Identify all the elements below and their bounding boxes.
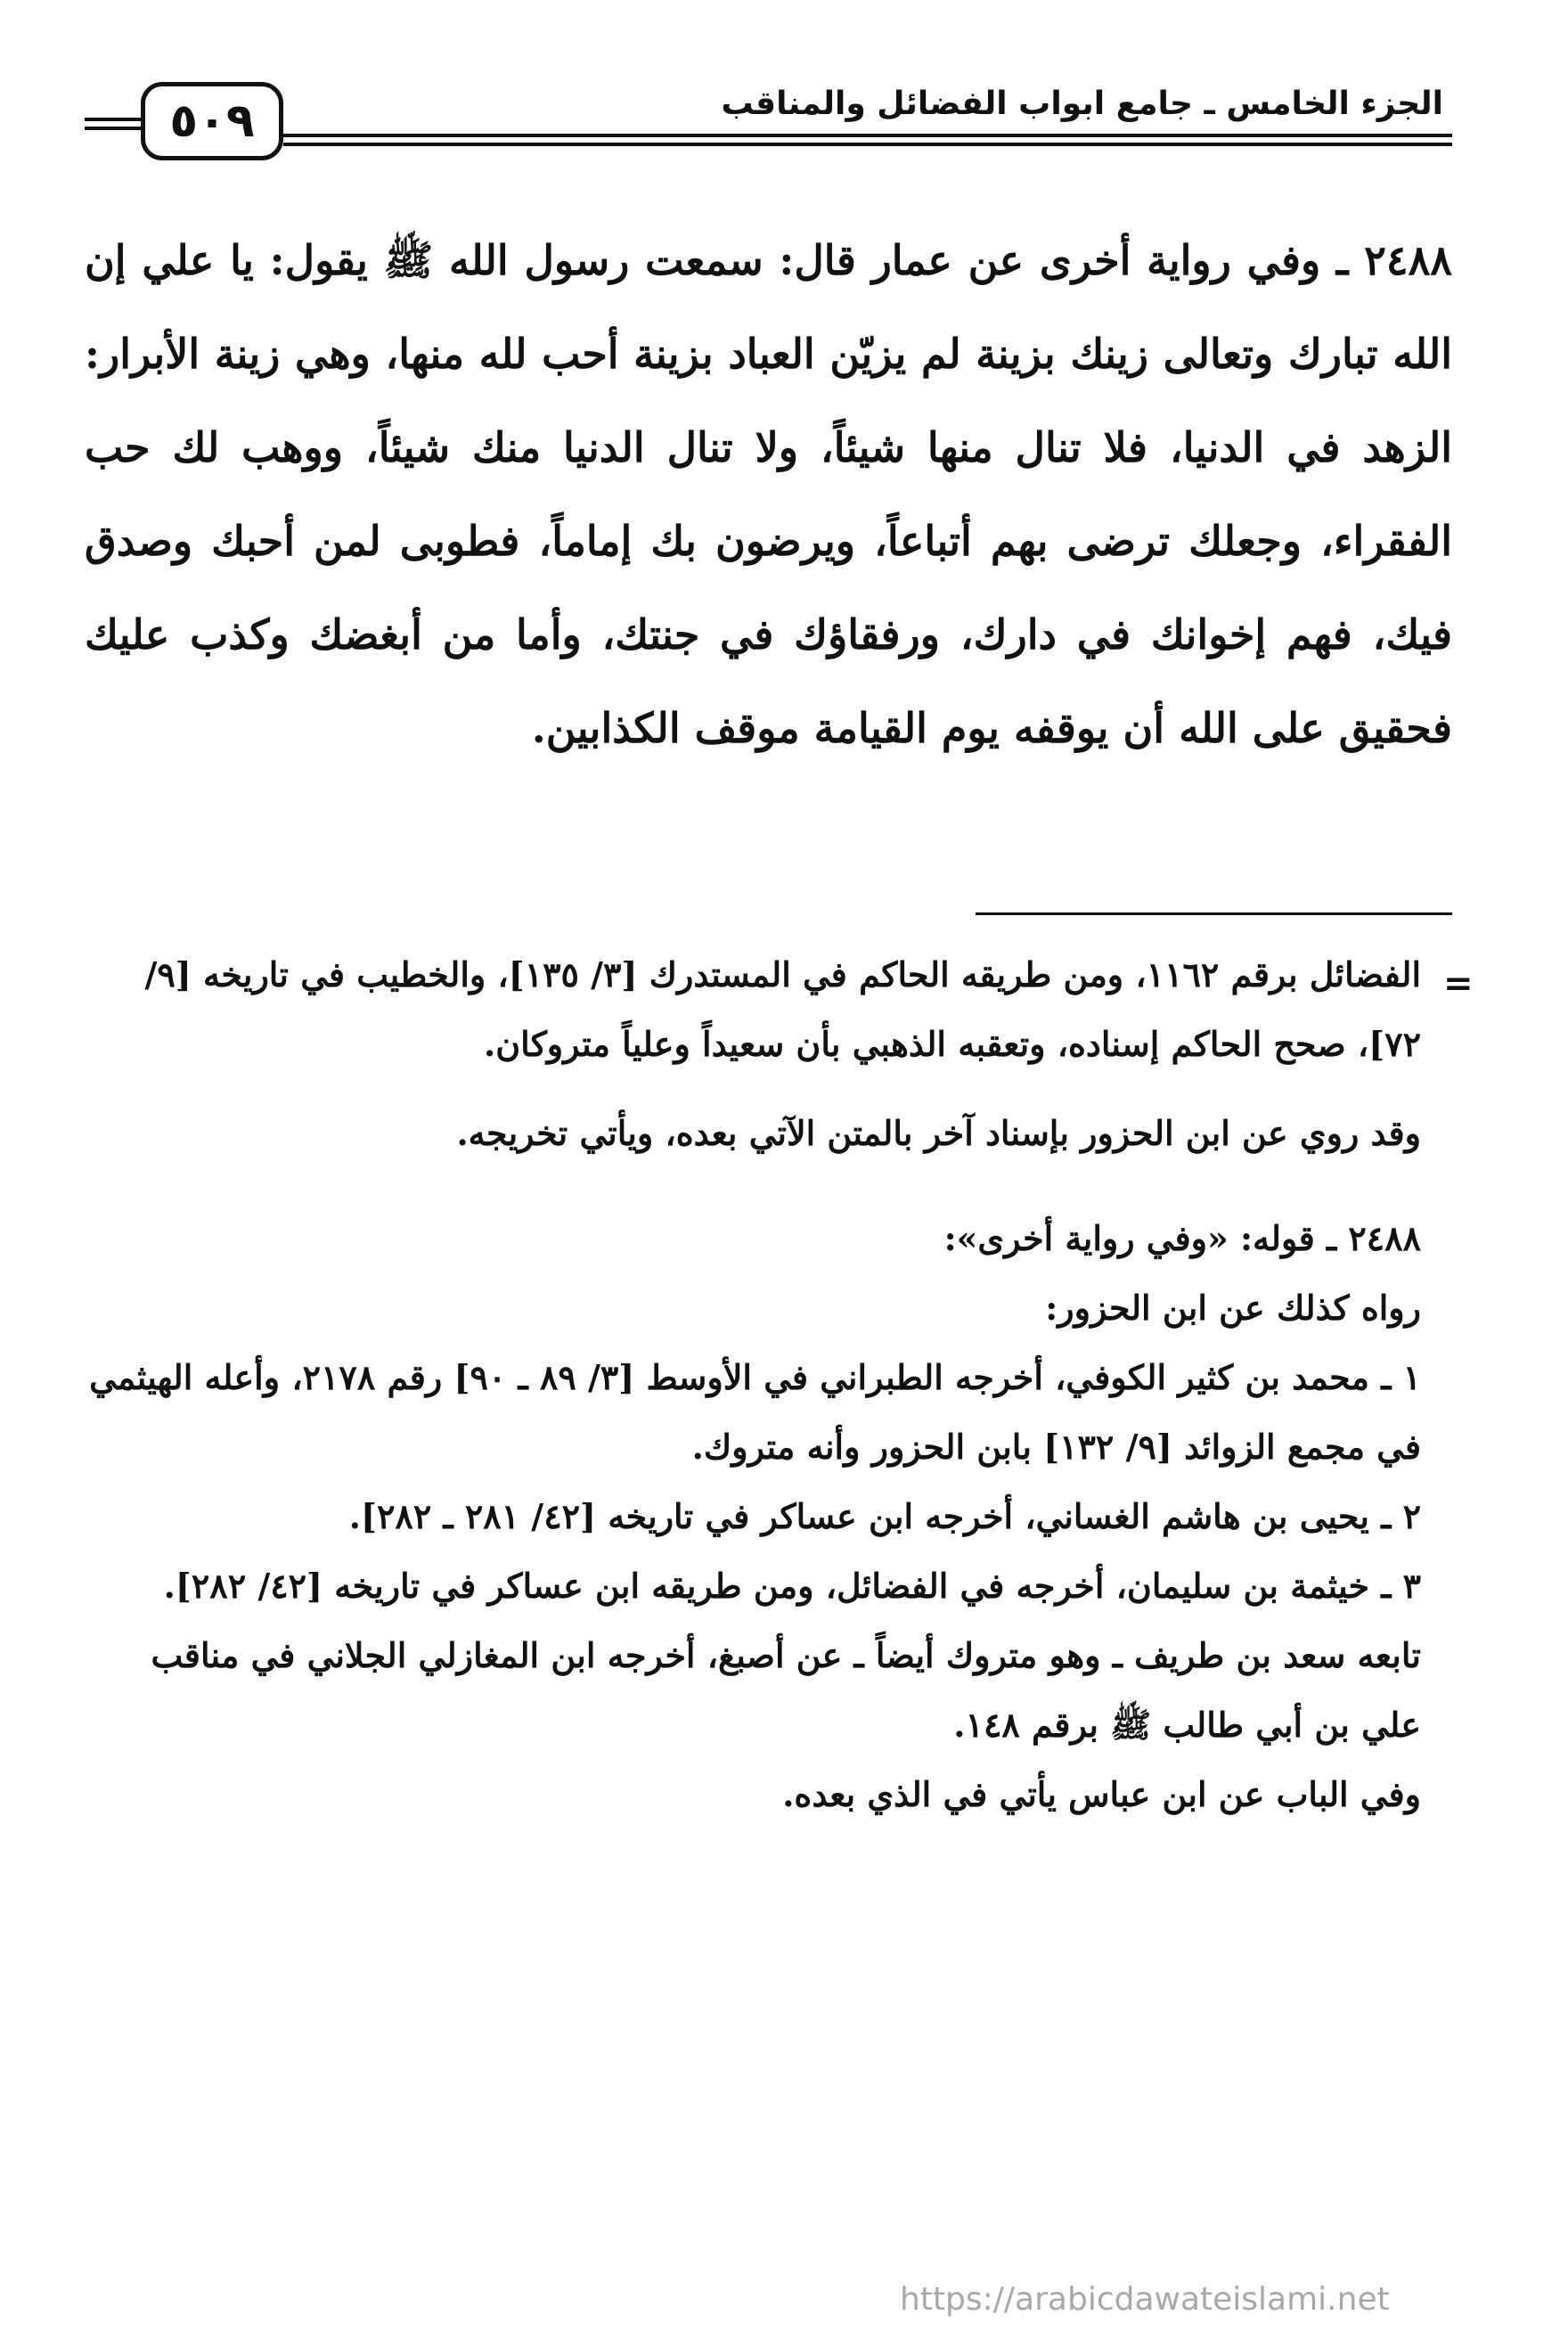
page-number: ٥٠٩ <box>141 82 283 160</box>
footnote-divider <box>976 912 1452 915</box>
hadith-2488-text: ٢٤٨٨ ـ وفي رواية أخرى عن عمار قال: سمعت رسول الله ﷺ يقول: يا علي إن الله تبارك وتعالى زينك بزينة لم يزيّن العباد بزينة أحب لله منها، وهي زينة الأبرار: الزهد في الدنيا، فلا تنال منها شيئاً، ولا تنال الدنيا منك شيئاً، ووهب لك حب الفقراء، وجعلك ترضى بهم أتباعاً، ويرضون بك إماماً، فطوبى لمن أحبك وصدق فيك، فهم إخوانك في دارك، ورفقاؤك في جنتك، وأما من أبغضك وكذب عليك فحقيق على الله أن يوقفه يوم القيامة موقف الكذابين. <box>85 236 1452 752</box>
header-rule-left-top <box>85 118 141 121</box>
commentary-item: ٢ ـ يحيى بن هاشم الغساني، أخرجه ابن عساكر في تاريخه [٤٢/ ٢٨١ ـ ٢٨٢]. <box>348 1496 1421 1536</box>
header-rule-bottom <box>283 143 1452 146</box>
commentary-follow-up: تابعه سعد بن طريف ـ وهو متروك أيضاً ـ عن أصبغ، أخرجه ابن المغازلي الجلاني في مناقب علي بن أبي طالب ﷺ برقم ١٤٨. <box>151 1635 1421 1745</box>
page-header <box>0 0 1568 205</box>
footnote-paragraph: وقد روي عن ابن الحزور بإسناد آخر بالمتن الآتي بعده، ويأتي تخريجه. <box>456 1113 1421 1153</box>
commentary-intro: رواه كذلك عن ابن الحزور: <box>1045 1288 1421 1328</box>
continuation-mark: = <box>1443 962 1474 1004</box>
commentary-item: ٣ ـ خيثمة بن سليمان، أخرجه في الفضائل، ومن طريقه ابن عساكر في تاريخه [٤٢/ ٢٨٢]. <box>163 1566 1421 1606</box>
header-rule-top <box>283 134 1452 137</box>
commentary-item: ١ ـ محمد بن كثير الكوفي، أخرجه الطبراني في الأوسط [٣/ ٨٩ ـ ٩٠] رقم ٢١٧٨، وأعله الهيثمي في مجمع الزوائد [٩/ ١٣٢] بابن الحزور وأنه متروك. <box>89 1357 1421 1467</box>
commentary-heading: ٢٤٨٨ ـ قوله: «وفي رواية أخرى»: <box>943 1218 1421 1258</box>
header-rule-left-bottom <box>85 127 141 130</box>
footnote-paragraph: الفضائل برقم ١١٦٢، ومن طريقه الحاكم في المستدرك [٣/ ١٣٥]، والخطيب في تاريخه [٩/ ٧٢]، صحح الحاكم إسناده، وتعقبه الذهبي بأن سعيداً وعلياً متروكان. <box>144 954 1421 1064</box>
watermark-url: https://arabicdawateislami.net <box>900 2281 1390 2318</box>
footnotes <box>85 940 1421 1829</box>
commentary-closing: وفي الباب عن ابن عباس يأتي في الذي بعده. <box>782 1774 1421 1814</box>
running-head: الجزء الخامس ـ جامع ابواب الفضائل والمناقب <box>721 86 1443 122</box>
main-text <box>85 214 1452 775</box>
